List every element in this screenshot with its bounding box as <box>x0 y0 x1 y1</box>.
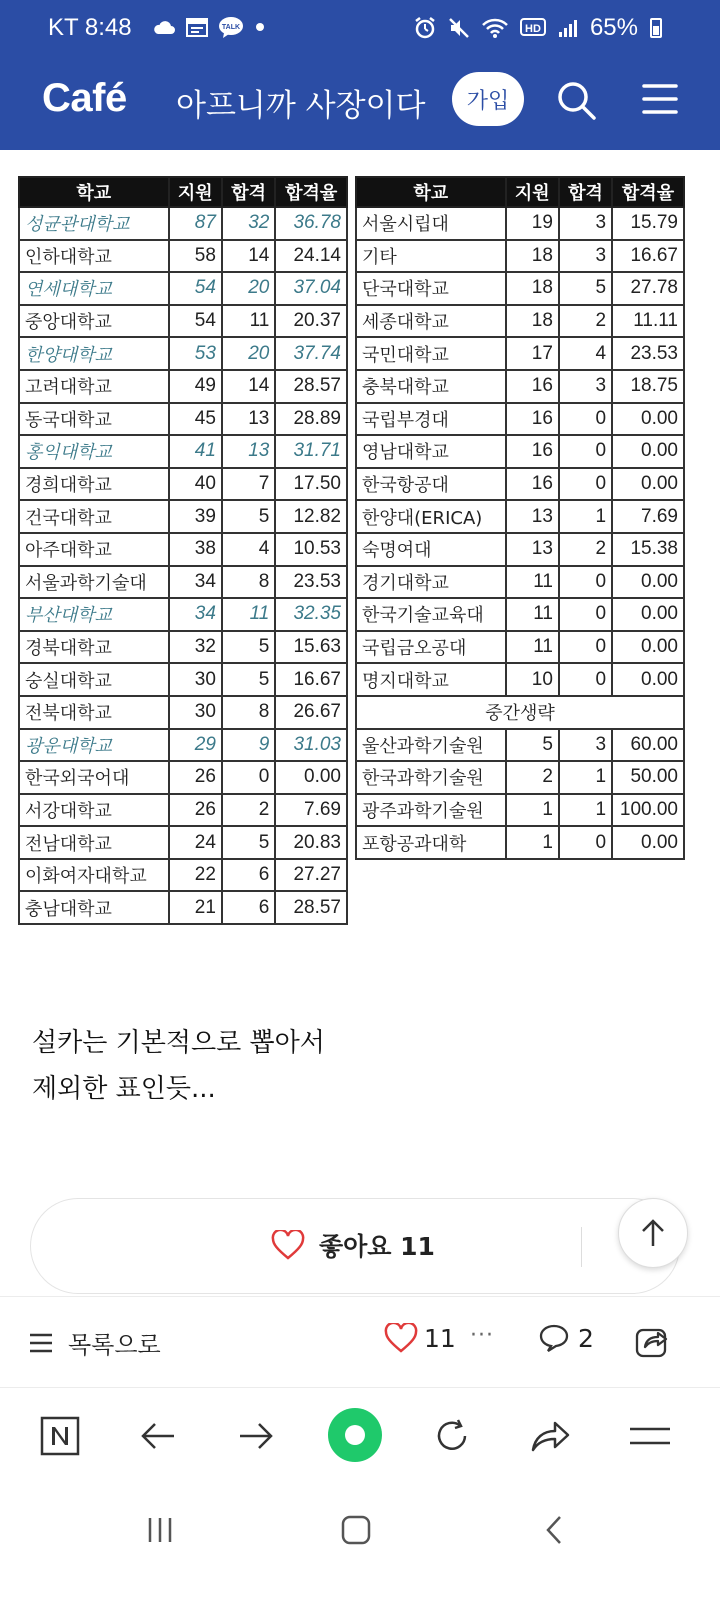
apply-cell: 18 <box>506 240 559 273</box>
table-row <box>19 631 347 664</box>
cloud-icon <box>152 19 176 35</box>
apply-cell: 54 <box>169 272 222 305</box>
comment-icon <box>538 1323 570 1353</box>
mute-icon <box>448 17 470 39</box>
back-to-list-button[interactable] <box>28 1325 161 1360</box>
pass-cell: 0 <box>559 468 612 501</box>
apply-cell: 16 <box>506 403 559 436</box>
school-cell: 부산대학교 <box>19 598 169 631</box>
apply-cell: 11 <box>506 631 559 664</box>
school-cell: 경북대학교 <box>19 631 169 664</box>
rate-cell: 16.67 <box>275 663 347 696</box>
like-bar <box>30 1198 680 1294</box>
alarm-icon <box>414 17 436 39</box>
apply-cell: 16 <box>506 370 559 403</box>
pass-cell: 5 <box>222 500 275 533</box>
school-cell: 한양대학교 <box>19 337 169 370</box>
table-row <box>19 533 347 566</box>
pass-cell: 2 <box>222 794 275 827</box>
naver-home-button[interactable] <box>36 1412 84 1460</box>
school-cell: 광운대학교 <box>19 729 169 762</box>
rate-cell: 17.50 <box>275 468 347 501</box>
apply-cell: 26 <box>169 761 222 794</box>
table-row <box>19 240 347 273</box>
rate-cell: 28.57 <box>275 891 347 924</box>
table-row <box>19 468 347 501</box>
pass-cell: 1 <box>559 761 612 794</box>
school-cell: 기타 <box>356 240 506 273</box>
table-row <box>19 370 347 403</box>
table-row <box>19 826 347 859</box>
table-row <box>356 533 684 566</box>
status-bar <box>0 0 720 56</box>
table-row <box>19 696 347 729</box>
school-cell: 영남대학교 <box>356 435 506 468</box>
school-cell: 한국항공대 <box>356 468 506 501</box>
table-row <box>356 403 684 436</box>
pass-cell: 8 <box>222 566 275 599</box>
pass-cell: 3 <box>559 370 612 403</box>
pass-cell: 1 <box>559 794 612 827</box>
cafe-logo[interactable]: Café <box>42 76 127 120</box>
pass-cell: 11 <box>222 598 275 631</box>
rate-cell: 16.67 <box>612 240 684 273</box>
table-row <box>19 403 347 436</box>
battery-icon <box>650 18 662 38</box>
like-label: 좋아요 11 <box>319 1232 435 1261</box>
green-dot-icon <box>326 1406 384 1464</box>
pass-cell: 3 <box>559 207 612 240</box>
apply-cell: 18 <box>506 305 559 338</box>
cafe-name[interactable]: 아프니까 사장이다 <box>176 88 426 124</box>
app-header <box>0 60 720 146</box>
system-nav-bar <box>0 1488 720 1600</box>
apply-cell: 19 <box>506 207 559 240</box>
school-cell: 서울과학기술대 <box>19 566 169 599</box>
pass-cell: 6 <box>222 859 275 892</box>
apply-cell: 5 <box>506 729 559 762</box>
rate-cell: 27.78 <box>612 272 684 305</box>
table-row <box>19 566 347 599</box>
green-dot-button[interactable] <box>326 1406 384 1464</box>
heart-icon <box>384 1323 418 1353</box>
school-cell: 광주과학기술원 <box>356 794 506 827</box>
post-action-bar <box>0 1296 720 1388</box>
pass-cell: 14 <box>222 370 275 403</box>
school-cell: 전북대학교 <box>19 696 169 729</box>
pass-cell: 13 <box>222 435 275 468</box>
system-back-button[interactable] <box>534 1510 574 1550</box>
share-arrow-icon <box>529 1418 571 1454</box>
school-cell: 경희대학교 <box>19 468 169 501</box>
school-cell: 한국기술교육대 <box>356 598 506 631</box>
rate-cell: 31.03 <box>275 729 347 762</box>
browser-toolbar <box>0 1392 720 1484</box>
rate-cell: 26.67 <box>275 696 347 729</box>
apply-cell: 1 <box>506 826 559 859</box>
apply-cell: 16 <box>506 435 559 468</box>
school-cell: 중앙대학교 <box>19 305 169 338</box>
pass-cell: 0 <box>559 403 612 436</box>
school-cell: 숙명여대 <box>356 533 506 566</box>
school-cell: 서강대학교 <box>19 794 169 827</box>
school-cell: 연세대학교 <box>19 272 169 305</box>
left-table-header <box>19 177 347 207</box>
school-cell: 국립부경대 <box>356 403 506 436</box>
apply-cell: 58 <box>169 240 222 273</box>
rate-cell: 15.79 <box>612 207 684 240</box>
refresh-icon <box>432 1416 472 1456</box>
rate-cell: 27.27 <box>275 859 347 892</box>
table-row <box>356 435 684 468</box>
rate-cell: 31.71 <box>275 435 347 468</box>
school-cell: 충북대학교 <box>356 370 506 403</box>
pass-cell: 13 <box>222 403 275 436</box>
table-row <box>356 826 684 859</box>
header-rate: 합격율 <box>612 177 684 207</box>
comment-button[interactable] <box>538 1323 594 1353</box>
school-cell: 국립금오공대 <box>356 631 506 664</box>
school-cell: 홍익대학교 <box>19 435 169 468</box>
school-cell: 인하대학교 <box>19 240 169 273</box>
apply-cell: 26 <box>169 794 222 827</box>
apply-cell: 87 <box>169 207 222 240</box>
pass-cell: 2 <box>559 533 612 566</box>
apply-cell: 17 <box>506 337 559 370</box>
rate-cell: 23.53 <box>275 566 347 599</box>
rate-cell: 28.57 <box>275 370 347 403</box>
signal-icon <box>558 18 578 38</box>
rate-cell: 37.04 <box>275 272 347 305</box>
rate-cell: 20.83 <box>275 826 347 859</box>
table-row <box>356 370 684 403</box>
hd-icon <box>520 18 546 38</box>
comment-count: 2 <box>578 1323 594 1353</box>
apply-cell: 16 <box>506 468 559 501</box>
pass-cell: 0 <box>559 598 612 631</box>
apply-cell: 34 <box>169 566 222 599</box>
apply-cell: 11 <box>506 598 559 631</box>
pass-cell: 5 <box>222 826 275 859</box>
school-cell: 국민대학교 <box>356 337 506 370</box>
school-cell: 세종대학교 <box>356 305 506 338</box>
header-apply: 지원 <box>506 177 559 207</box>
table-row <box>19 794 347 827</box>
school-cell: 포항공과대학 <box>356 826 506 859</box>
rate-cell: 0.00 <box>612 663 684 696</box>
school-cell: 한국과학기술원 <box>356 761 506 794</box>
battery-percent: 65% <box>589 14 638 41</box>
apply-cell: 45 <box>169 403 222 436</box>
school-cell: 숭실대학교 <box>19 663 169 696</box>
status-left-icons <box>152 16 266 38</box>
rate-cell: 100.00 <box>612 794 684 827</box>
rate-cell: 15.63 <box>275 631 347 664</box>
apply-cell: 29 <box>169 729 222 762</box>
header-pass: 합격 <box>222 177 275 207</box>
home-icon <box>340 1514 372 1546</box>
school-cell: 성균관대학교 <box>19 207 169 240</box>
school-cell: 아주대학교 <box>19 533 169 566</box>
status-right-icons <box>414 14 662 42</box>
rate-cell: 11.11 <box>612 305 684 338</box>
post-line: 제외한 표인듯... <box>32 1074 216 1104</box>
pass-cell: 11 <box>222 305 275 338</box>
pass-cell: 20 <box>222 337 275 370</box>
pass-cell: 8 <box>222 696 275 729</box>
apply-cell: 54 <box>169 305 222 338</box>
rate-cell: 0.00 <box>612 598 684 631</box>
apply-cell: 2 <box>506 761 559 794</box>
pass-cell: 0 <box>559 631 612 664</box>
table-row <box>19 598 347 631</box>
pass-cell: 14 <box>222 240 275 273</box>
talk-icon <box>218 16 244 38</box>
apply-cell: 38 <box>169 533 222 566</box>
header-pass: 합격 <box>559 177 612 207</box>
rate-cell: 60.00 <box>612 729 684 762</box>
table-row <box>356 240 684 273</box>
table-row <box>19 207 347 240</box>
share-page-button[interactable] <box>526 1412 574 1460</box>
right-table <box>355 176 685 860</box>
pass-cell: 1 <box>559 500 612 533</box>
status-time: KT 8:48 <box>48 14 132 41</box>
right-table-header <box>356 177 684 207</box>
table-row <box>356 663 684 696</box>
browser-menu-button[interactable] <box>626 1412 674 1460</box>
left-table <box>18 176 348 925</box>
apply-cell: 41 <box>169 435 222 468</box>
svg-text:HD: HD <box>525 23 541 35</box>
apply-cell: 30 <box>169 696 222 729</box>
apply-cell: 34 <box>169 598 222 631</box>
rate-cell: 10.53 <box>275 533 347 566</box>
table-row <box>356 566 684 599</box>
section-row <box>356 696 684 729</box>
school-cell: 단국대학교 <box>356 272 506 305</box>
table-row <box>19 729 347 762</box>
apply-cell: 13 <box>506 533 559 566</box>
school-cell: 이화여자대학교 <box>19 859 169 892</box>
apply-cell: 10 <box>506 663 559 696</box>
table-row <box>356 468 684 501</box>
divider <box>581 1227 582 1267</box>
table-row <box>356 272 684 305</box>
table-row <box>356 598 684 631</box>
pass-cell: 0 <box>559 566 612 599</box>
header-rate: 합격율 <box>275 177 347 207</box>
pass-cell: 6 <box>222 891 275 924</box>
rate-cell: 20.37 <box>275 305 347 338</box>
table-row <box>19 305 347 338</box>
apply-cell: 40 <box>169 468 222 501</box>
table-row <box>356 794 684 827</box>
rate-cell: 7.69 <box>612 500 684 533</box>
top-bar <box>0 0 720 150</box>
heart-icon <box>271 1230 305 1260</box>
rate-cell: 0.00 <box>612 435 684 468</box>
list-icon <box>28 1332 54 1354</box>
forward-button[interactable] <box>232 1412 280 1460</box>
school-cell: 전남대학교 <box>19 826 169 859</box>
header-apply: 지원 <box>169 177 222 207</box>
table-row <box>356 500 684 533</box>
apply-cell: 13 <box>506 500 559 533</box>
school-cell: 충남대학교 <box>19 891 169 924</box>
school-cell: 동국대학교 <box>19 403 169 436</box>
like-list-dots[interactable]: ··· <box>470 1323 494 1348</box>
like-count-button[interactable] <box>384 1323 456 1353</box>
pass-cell: 9 <box>222 729 275 762</box>
school-cell: 경기대학교 <box>356 566 506 599</box>
rate-cell: 24.14 <box>275 240 347 273</box>
school-cell: 명지대학교 <box>356 663 506 696</box>
table-row <box>19 337 347 370</box>
pass-cell: 4 <box>222 533 275 566</box>
rate-cell: 15.38 <box>612 533 684 566</box>
pass-cell: 5 <box>222 663 275 696</box>
table-row <box>356 207 684 240</box>
pass-cell: 7 <box>222 468 275 501</box>
header-school: 학교 <box>356 177 506 207</box>
arrow-left-icon <box>139 1421 177 1451</box>
search-icon[interactable] <box>554 78 598 122</box>
apply-cell: 1 <box>506 794 559 827</box>
rate-cell: 0.00 <box>612 403 684 436</box>
rate-cell: 18.75 <box>612 370 684 403</box>
pass-cell: 0 <box>559 435 612 468</box>
rate-cell: 7.69 <box>275 794 347 827</box>
pass-cell: 5 <box>559 272 612 305</box>
table-row <box>19 891 347 924</box>
share-icon[interactable] <box>634 1323 670 1359</box>
apply-cell: 53 <box>169 337 222 370</box>
pass-cell: 32 <box>222 207 275 240</box>
svg-text:TALK: TALK <box>221 24 241 31</box>
rate-cell: 23.53 <box>612 337 684 370</box>
refresh-button[interactable] <box>428 1412 476 1460</box>
rate-cell: 32.35 <box>275 598 347 631</box>
rate-cell: 50.00 <box>612 761 684 794</box>
post-line: 설카는 기본적으로 뽑아서 <box>32 1028 325 1058</box>
menu-icon <box>630 1424 670 1448</box>
section-label: 중간생략 <box>356 696 684 729</box>
recents-button[interactable] <box>140 1510 180 1550</box>
pass-cell: 20 <box>222 272 275 305</box>
rate-cell: 36.78 <box>275 207 347 240</box>
table-row <box>356 305 684 338</box>
home-button[interactable] <box>336 1510 376 1550</box>
table-row <box>356 729 684 762</box>
recents-icon <box>145 1515 175 1545</box>
calendar-icon <box>186 17 208 37</box>
apply-cell: 49 <box>169 370 222 403</box>
apply-cell: 18 <box>506 272 559 305</box>
wifi-icon <box>482 17 508 39</box>
rate-cell: 0.00 <box>612 826 684 859</box>
arrow-right-icon <box>237 1421 275 1451</box>
apply-cell: 22 <box>169 859 222 892</box>
pass-cell: 3 <box>559 729 612 762</box>
pass-cell: 5 <box>222 631 275 664</box>
dot-icon <box>254 21 266 33</box>
rate-cell: 0.00 <box>612 631 684 664</box>
pass-cell: 0 <box>559 663 612 696</box>
table-row <box>19 761 347 794</box>
list-label: 목록으로 <box>68 1331 161 1359</box>
school-cell: 서울시립대 <box>356 207 506 240</box>
rate-cell: 0.00 <box>612 566 684 599</box>
rate-cell: 28.89 <box>275 403 347 436</box>
rate-cell: 0.00 <box>275 761 347 794</box>
table-row <box>356 761 684 794</box>
apply-cell: 30 <box>169 663 222 696</box>
apply-cell: 39 <box>169 500 222 533</box>
pass-cell: 0 <box>222 761 275 794</box>
school-cell: 울산과학기술원 <box>356 729 506 762</box>
pass-cell: 2 <box>559 305 612 338</box>
back-button[interactable] <box>134 1412 182 1460</box>
like-button[interactable] <box>271 1227 435 1263</box>
apply-cell: 24 <box>169 826 222 859</box>
table-row <box>356 631 684 664</box>
apply-cell: 32 <box>169 631 222 664</box>
pass-cell: 4 <box>559 337 612 370</box>
table-row <box>19 272 347 305</box>
header-school: 학교 <box>19 177 169 207</box>
school-cell: 한양대(ERICA) <box>356 500 506 533</box>
menu-icon[interactable] <box>642 82 678 116</box>
post-body <box>32 1020 325 1112</box>
table-row <box>19 663 347 696</box>
rate-cell: 12.82 <box>275 500 347 533</box>
join-button[interactable]: 가입 <box>452 72 524 126</box>
pass-cell: 3 <box>559 240 612 273</box>
chevron-left-icon <box>542 1514 566 1546</box>
rate-cell: 37.74 <box>275 337 347 370</box>
table-row <box>356 337 684 370</box>
table-row <box>19 435 347 468</box>
apply-cell: 21 <box>169 891 222 924</box>
school-cell: 건국대학교 <box>19 500 169 533</box>
table-row <box>19 500 347 533</box>
table-row <box>19 859 347 892</box>
rate-cell: 0.00 <box>612 468 684 501</box>
apply-cell: 11 <box>506 566 559 599</box>
school-cell: 고려대학교 <box>19 370 169 403</box>
scroll-top-button[interactable] <box>618 1198 688 1268</box>
like-count: 11 <box>424 1323 456 1353</box>
pass-cell: 0 <box>559 826 612 859</box>
school-cell: 한국외국어대 <box>19 761 169 794</box>
arrow-up-icon <box>640 1218 666 1248</box>
naver-n-icon <box>40 1416 80 1456</box>
